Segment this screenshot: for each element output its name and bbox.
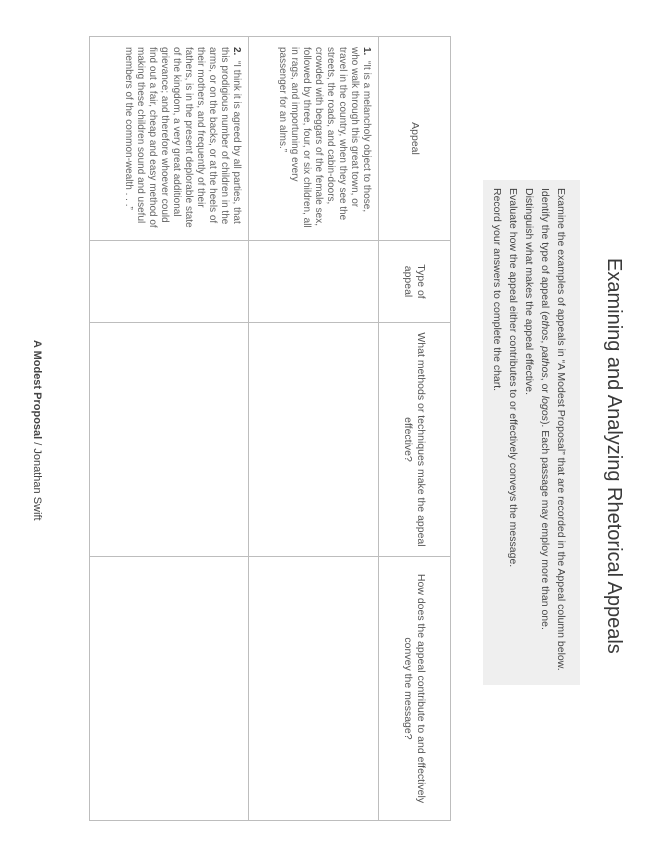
passage-cell bbox=[90, 37, 249, 241]
header-type: Type of appeal bbox=[379, 241, 451, 323]
passage-text: “It is a melancholy object to those, who walk through this great town, or travel in the country, when they see the streets, the roads, and cabin-doors, crowded with beggars of the female sex, followed by three, four, or six children, all in rags, and importuning every passenger for an alms.” bbox=[277, 47, 372, 228]
passage-number: 2. bbox=[231, 47, 242, 56]
footer-author: Jonathan Swift bbox=[31, 448, 43, 521]
instruction-line-1: Examine the examples of appeals in “A Modest Proposal” that are recorded in the Appeal column below. bbox=[555, 188, 567, 671]
appeals-chart bbox=[89, 36, 451, 821]
instruction-line-4: Evaluate how the appeal either contributes to or effectively conveys the message. bbox=[507, 188, 519, 568]
header-appeal: Appeal bbox=[379, 37, 451, 241]
instruction-line-3: Distinguish what makes the appeal effective. bbox=[523, 188, 535, 396]
contribute-answer-cell[interactable] bbox=[90, 557, 249, 821]
header-contribute: How does the appeal contribute to and effectively convey the message? bbox=[379, 557, 451, 821]
passage-number: 1. bbox=[361, 47, 372, 56]
footer bbox=[31, 340, 43, 521]
type-answer-cell[interactable] bbox=[90, 241, 249, 323]
type-answer-cell[interactable] bbox=[249, 241, 379, 323]
instruction-line-2: Identify the type of appeal (ethos, pathos, or logos). Each passage may employ more than one. bbox=[539, 188, 551, 630]
header-methods: What methods or techniques make the appeal effective? bbox=[379, 323, 451, 557]
table-row bbox=[249, 37, 379, 821]
table-row bbox=[90, 37, 249, 821]
footer-separator: / bbox=[31, 439, 43, 449]
footer-work: A Modest Proposal bbox=[31, 340, 43, 440]
passage-cell bbox=[249, 37, 379, 241]
instructions-box bbox=[483, 180, 580, 685]
methods-answer-cell[interactable] bbox=[249, 323, 379, 557]
page-title: Examining and Analyzing Rhetorical Appeals bbox=[603, 258, 625, 654]
instruction-line-5: Record your answers to complete the chart. bbox=[491, 188, 503, 392]
contribute-answer-cell[interactable] bbox=[249, 557, 379, 821]
methods-answer-cell[interactable] bbox=[90, 323, 249, 557]
passage-text: “I think it is agreed by all parties, that this prodigious number of children in the arms, or on the backs, or at the heels of their mothers, and frequently of their fathers, is in the present deplorable state of the kingdom, a very great additional grievance; and therefore whoever could find out a fair, cheap and easy method of making these children sound and useful members of the common-wealth . . .” bbox=[123, 47, 242, 228]
header-row bbox=[379, 37, 451, 821]
